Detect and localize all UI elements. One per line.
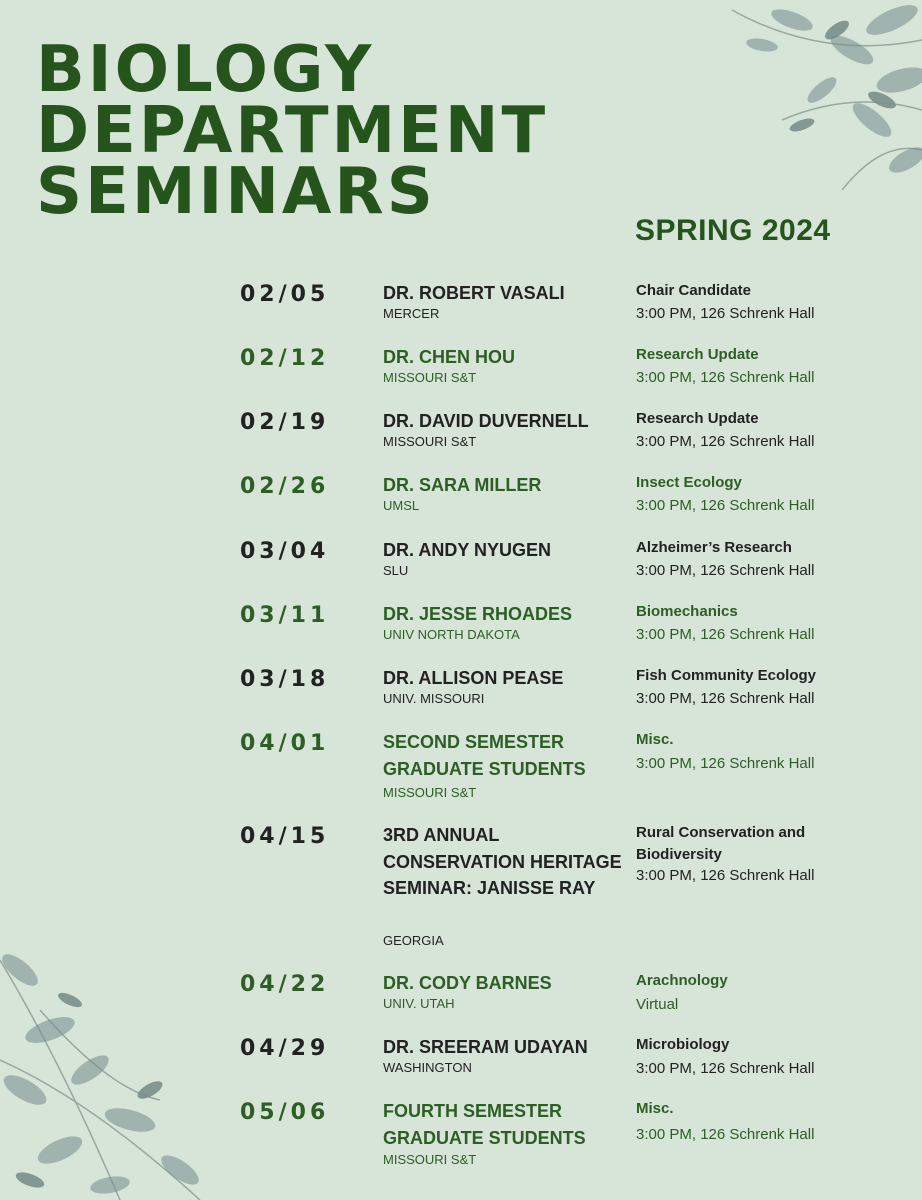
seminar-date: 03/04: [240, 539, 330, 564]
seminar-location: 3:00 PM, 126 Schrenk Hall: [636, 755, 815, 772]
seminar-location: 3:00 PM, 126 Schrenk Hall: [636, 1126, 815, 1143]
seminar-speaker: DR. SREERAM UDAYAN: [383, 1037, 588, 1057]
semester-label: SPRING 2024: [635, 214, 831, 247]
seminar-topic: Research Update: [636, 346, 759, 363]
seminar-topic: Biomechanics: [636, 603, 738, 620]
seminar-topic: Misc.: [636, 731, 674, 748]
seminar-location: 3:00 PM, 126 Schrenk Hall: [636, 626, 815, 643]
title-line-3: SEMINARS: [36, 155, 436, 229]
seminar-speaker: FOURTH SEMESTER GRADUATE STUDENTS: [383, 1101, 586, 1148]
seminar-date: 02/26: [240, 474, 330, 499]
seminar-date: 03/18: [240, 667, 330, 692]
seminar-speaker: DR. SARA MILLER: [383, 475, 542, 495]
eucalyptus-leaves-bottom-left-icon: [0, 940, 230, 1200]
seminar-speaker: DR. JESSE RHOADES: [383, 604, 573, 624]
seminar-affiliation: GEORGIA: [383, 933, 444, 948]
seminar-speaker: DR. ANDY NYUGEN: [383, 540, 552, 560]
seminar-topic: Alzheimer’s Research: [636, 539, 792, 556]
seminar-date: 04/22: [240, 972, 330, 997]
seminar-affiliation: MISSOURI S&T: [383, 785, 477, 800]
seminar-location: 3:00 PM, 126 Schrenk Hall: [636, 867, 815, 884]
seminar-affiliation: MISSOURI S&T: [383, 1152, 477, 1167]
title-line-2: DEPARTMENT: [36, 94, 549, 168]
seminar-topic: Misc.: [636, 1100, 674, 1117]
seminar-topic: Fish Community Ecology: [636, 667, 817, 684]
seminar-location: 3:00 PM, 126 Schrenk Hall: [636, 305, 815, 322]
seminar-speaker: DR. ALLISON PEASE: [383, 668, 564, 688]
seminar-location: 3:00 PM, 126 Schrenk Hall: [636, 690, 815, 707]
seminar-topic: Research Update: [636, 410, 759, 427]
seminar-date: 04/01: [240, 731, 330, 756]
seminar-topic: Rural Conservation and Biodiversity: [636, 824, 806, 863]
title-line-1: BIOLOGY: [36, 33, 375, 107]
seminar-speaker: DR. CHEN HOU: [383, 347, 516, 367]
seminar-date: 03/11: [240, 603, 330, 628]
seminar-speaker: DR. ROBERT VASALI: [383, 283, 565, 303]
seminar-affiliation: UMSL: [383, 498, 420, 513]
seminar-location: 3:00 PM, 126 Schrenk Hall: [636, 562, 815, 579]
seminar-date: 02/12: [240, 346, 330, 371]
seminar-affiliation: MISSOURI S&T: [383, 370, 477, 385]
seminar-location: 3:00 PM, 126 Schrenk Hall: [636, 369, 815, 386]
seminar-date: 05/06: [240, 1100, 330, 1125]
seminar-date: 02/19: [240, 410, 330, 435]
seminar-affiliation: MISSOURI S&T: [383, 434, 477, 449]
seminar-location: 3:00 PM, 126 Schrenk Hall: [636, 433, 815, 450]
seminar-topic: Insect Ecology: [636, 474, 742, 491]
seminar-date: 04/29: [240, 1036, 330, 1061]
seminar-topic: Microbiology: [636, 1036, 730, 1053]
seminar-location: 3:00 PM, 126 Schrenk Hall: [636, 1060, 815, 1077]
seminar-topic: Chair Candidate: [636, 282, 752, 299]
page-title: [36, 33, 549, 229]
seminar-speaker: DR. DAVID DUVERNELL: [383, 411, 589, 431]
seminar-speaker: 3RD ANNUAL CONSERVATION HERITAGE SEMINAR: JANISSE RAY: [383, 825, 622, 898]
eucalyptus-leaves-top-right-icon: [642, 0, 922, 200]
seminar-affiliation: WASHINGTON: [383, 1060, 472, 1075]
seminar-speaker: DR. CODY BARNES: [383, 973, 552, 993]
seminar-date: 04/15: [240, 824, 330, 849]
seminar-affiliation: UNIV. UTAH: [383, 996, 455, 1011]
seminar-date: 02/05: [240, 282, 330, 307]
seminar-location: 3:00 PM, 126 Schrenk Hall: [636, 497, 815, 514]
seminar-speaker: SECOND SEMESTER GRADUATE STUDENTS: [383, 732, 586, 779]
seminar-affiliation: UNIV NORTH DAKOTA: [383, 627, 520, 642]
seminar-affiliation: SLU: [383, 563, 409, 578]
seminar-affiliation: UNIV. MISSOURI: [383, 691, 485, 706]
seminar-affiliation: MERCER: [383, 306, 440, 321]
seminar-topic: Arachnology: [636, 972, 728, 989]
seminar-location: Virtual: [636, 996, 679, 1013]
